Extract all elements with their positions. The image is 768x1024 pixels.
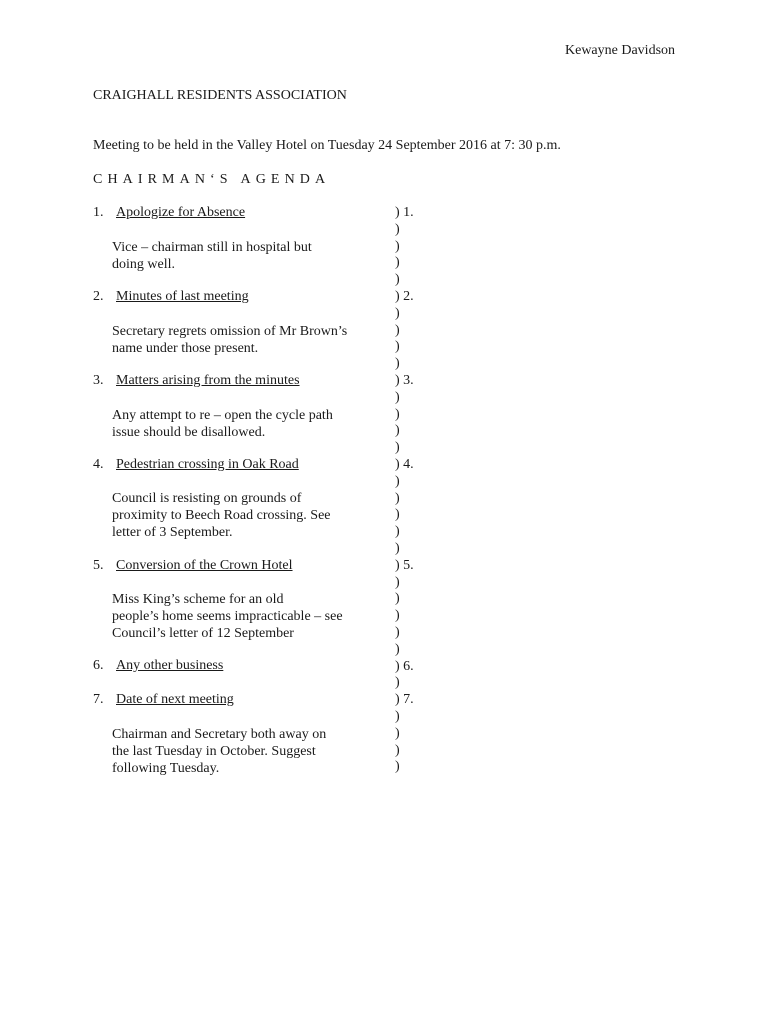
agenda-item-6-heading [93, 658, 223, 674]
margin-bracket-line: ) 7. [395, 692, 414, 708]
agenda-item-title: Conversion of the Crown Hotel [116, 558, 293, 573]
margin-bracket-line: ) [395, 742, 400, 758]
agenda-item-4-note [112, 490, 331, 541]
margin-bracket-line: ) [395, 423, 400, 439]
note-line: Miss King’s scheme for an old [112, 592, 284, 607]
agenda-item-5-note [112, 591, 343, 642]
margin-bracket-line: ) [395, 255, 400, 271]
margin-bracket-line: ) [395, 272, 400, 288]
margin-bracket-line: ) 6. [395, 658, 414, 674]
author-name: Kewayne Davidson [565, 43, 676, 58]
agenda-item-1-note [112, 239, 312, 273]
meeting-details: Meeting to be held in the Valley Hotel on Tuesday 24 September 2016 at 7: 30 p.m. [93, 138, 561, 153]
note-line: name under those present. [112, 341, 259, 356]
agenda-item-number: 7. [93, 692, 104, 707]
agenda-item-number: 4. [93, 457, 104, 472]
agenda-item-3-note [112, 407, 333, 441]
margin-bracket-column [395, 205, 414, 776]
margin-bracket-line: ) [395, 406, 400, 422]
agenda-item-2-heading [93, 289, 249, 305]
note-line: letter of 3 September. [112, 525, 233, 540]
margin-bracket-line: ) [395, 675, 400, 691]
agenda-item-2-note [112, 323, 347, 357]
agenda-item-number: 6. [93, 658, 104, 673]
agenda-item-title: Any other business [116, 658, 224, 673]
margin-bracket-line: ) [395, 440, 400, 456]
margin-bracket-line: ) [395, 339, 400, 355]
agenda-item-7-note [112, 726, 326, 777]
note-line: proximity to Beech Road crossing. See [112, 508, 331, 523]
note-line: the last Tuesday in October. Suggest [112, 744, 316, 759]
agenda-item-title: Matters arising from the minutes [116, 373, 300, 388]
note-line: doing well. [112, 257, 175, 272]
margin-bracket-line: ) [395, 356, 400, 372]
note-line: issue should be disallowed. [112, 425, 266, 440]
note-line: Council’s letter of 12 September [112, 626, 294, 641]
margin-bracket-line: ) [395, 540, 400, 556]
note-line: Council is resisting on grounds of [112, 491, 302, 506]
note-line: Vice – chairman still in hospital but [112, 240, 312, 255]
agenda-item-title: Apologize for Absence [116, 205, 246, 220]
margin-bracket-line: ) [395, 608, 400, 624]
margin-bracket-line: ) [395, 624, 400, 640]
note-line: people’s home seems impracticable – see [112, 609, 343, 624]
margin-bracket-line: ) 5. [395, 557, 414, 573]
margin-bracket-line: ) [395, 574, 400, 590]
margin-bracket-line: ) 2. [395, 288, 414, 304]
margin-bracket-line: ) [395, 524, 400, 540]
note-line: Chairman and Secretary both away on [112, 727, 327, 742]
agenda-title: CHAIRMAN‘S AGENDA [93, 172, 331, 187]
margin-bracket-line: ) [395, 238, 400, 254]
margin-bracket-line: ) [395, 490, 400, 506]
agenda-item-3-heading [93, 373, 300, 389]
agenda-item-7-heading [93, 692, 234, 708]
agenda-item-number: 3. [93, 373, 104, 388]
margin-bracket-line: ) 4. [395, 456, 414, 472]
agenda-item-5-heading [93, 558, 293, 574]
note-line: following Tuesday. [112, 761, 220, 776]
margin-bracket-line: ) [395, 389, 400, 405]
margin-bracket-line: ) [395, 305, 400, 321]
agenda-item-number: 1. [93, 205, 104, 220]
agenda-item-title: Pedestrian crossing in Oak Road [116, 457, 299, 472]
margin-bracket-line: ) [395, 322, 400, 338]
agenda-item-title: Date of next meeting [116, 692, 234, 707]
margin-bracket-line: ) [395, 708, 400, 724]
margin-bracket-line: ) 3. [395, 372, 414, 388]
margin-bracket-line: ) 1. [395, 205, 414, 220]
margin-bracket-line: ) [395, 641, 400, 657]
agenda-item-number: 2. [93, 289, 104, 304]
agenda-item-title: Minutes of last meeting [116, 289, 249, 304]
margin-bracket-line: ) [395, 507, 400, 523]
margin-bracket-line: ) [395, 725, 400, 741]
note-line: Secretary regrets omission of Mr Brown’s [112, 324, 348, 339]
margin-bracket-line: ) [395, 473, 400, 489]
agenda-item-number: 5. [93, 558, 104, 573]
agenda-item-4-heading [93, 457, 299, 473]
margin-bracket-line: ) [395, 591, 400, 607]
agenda-item-1-heading [93, 205, 245, 221]
organization-name: CRAIGHALL RESIDENTS ASSOCIATION [93, 88, 347, 103]
margin-bracket-line: ) [395, 759, 400, 775]
note-line: Any attempt to re – open the cycle path [112, 408, 333, 423]
margin-bracket-line: ) [395, 221, 400, 237]
